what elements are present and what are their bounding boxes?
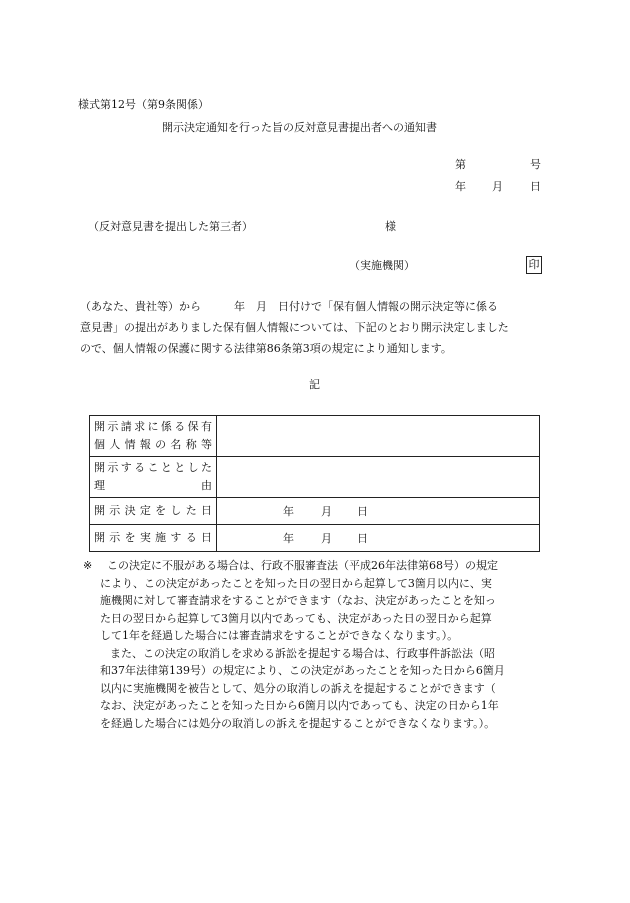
table-row: [90, 498, 540, 525]
note-line: により、この決定があったことを知った日の翌日から起算して3箇月以内に、実: [100, 576, 492, 590]
addressee-label: （反対意見書を提出した第三者）: [88, 220, 253, 233]
ki-heading: 記: [309, 378, 320, 391]
note-line: 和37年法律第139号）の規定により、この決定があったことを知った日から6箇月: [100, 664, 505, 677]
note-line: なお、決定があったことを知った日から6箇月以内であっても、決定の日から1年: [100, 699, 499, 712]
reference-dai: 第: [455, 158, 466, 171]
date-month: 月: [492, 180, 503, 193]
table-label-cell: [90, 498, 217, 525]
reference-gou: 号: [530, 158, 541, 171]
note-mark: ※: [83, 559, 93, 572]
body-line: ので、個人情報の保護に関する法律第86条第3項の規定により通知します。: [80, 342, 452, 355]
table-row: [90, 457, 540, 498]
table-label-cell: [90, 416, 217, 457]
body-line: （あなた、貴社等）から 年 月 日付けで「保有個人情報の開示決定等に係る: [80, 300, 498, 313]
note-line: [83, 557, 553, 575]
table-row: [90, 416, 540, 457]
table-value-cell[interactable]: [217, 457, 540, 498]
row1-label-line2: 個人情報の名称等: [94, 438, 212, 451]
body-line: 意見書」の提出がありました保有個人情報については、下記のとおり開示決定しました: [80, 321, 509, 334]
note-text: この決定に不服がある場合は、行政不服審査法（平成26年法律第68号）の規定: [107, 559, 498, 572]
table-date-cell[interactable]: [217, 498, 540, 525]
note-line: 施機関に対して審査請求をすることができます（なお、決定があったことを知っ: [100, 594, 496, 607]
date-day: 日: [530, 180, 541, 193]
row2-label-yu: 由: [201, 479, 212, 492]
row2-label-line1: 開示することとした: [94, 461, 212, 474]
table-label-cell: [90, 457, 217, 498]
table-label-cell: [90, 525, 217, 552]
table-row: [90, 525, 540, 552]
row2-label-line2: [94, 477, 212, 495]
body-paragraph: [80, 296, 560, 359]
note-line: た日の翌日から起算して3箇月以内であっても、決定があった日の翌日から起算: [100, 611, 492, 625]
note-line: また、この決定の取消しを求める訴訟を提起する場合は、行政事件訴訟法（昭: [110, 646, 495, 660]
row3-label: 開示決定をした日: [94, 504, 212, 517]
addressee-honorific: 様: [385, 220, 396, 233]
agency-label: （実施機関）: [349, 259, 415, 272]
row3-day: 日: [357, 505, 368, 518]
notes-section: [83, 557, 553, 732]
note-line: して1年を経過した場合には審査請求をすることができなくなります。）。: [100, 629, 459, 642]
note-line: を経過した場合には処分の取消しの訴えを提起することができなくなります。）。: [100, 716, 496, 730]
row3-month: 月: [321, 505, 332, 518]
date-year: 年: [455, 180, 466, 193]
row4-month: 月: [321, 532, 332, 545]
table-value-cell[interactable]: [217, 416, 540, 457]
row2-label-ri: 理: [94, 479, 105, 492]
document-title: 開示決定通知を行った旨の反対意見書提出者への通知書: [162, 121, 437, 134]
row1-label-line1: 開示請求に係る保有: [94, 420, 212, 433]
row4-year: 年: [283, 532, 294, 545]
form-number: 様式第12号（第9条関係）: [78, 98, 209, 111]
details-table: [89, 415, 540, 552]
note-line: 以内に実施機関を被告として、処分の取消しの訴えを提起することができます（: [100, 681, 496, 695]
row3-year: 年: [283, 505, 294, 518]
row4-label: 開示を実施する日: [94, 531, 212, 544]
table-date-cell[interactable]: [217, 525, 540, 552]
seal-box: 印: [526, 256, 542, 274]
row4-day: 日: [357, 532, 368, 545]
